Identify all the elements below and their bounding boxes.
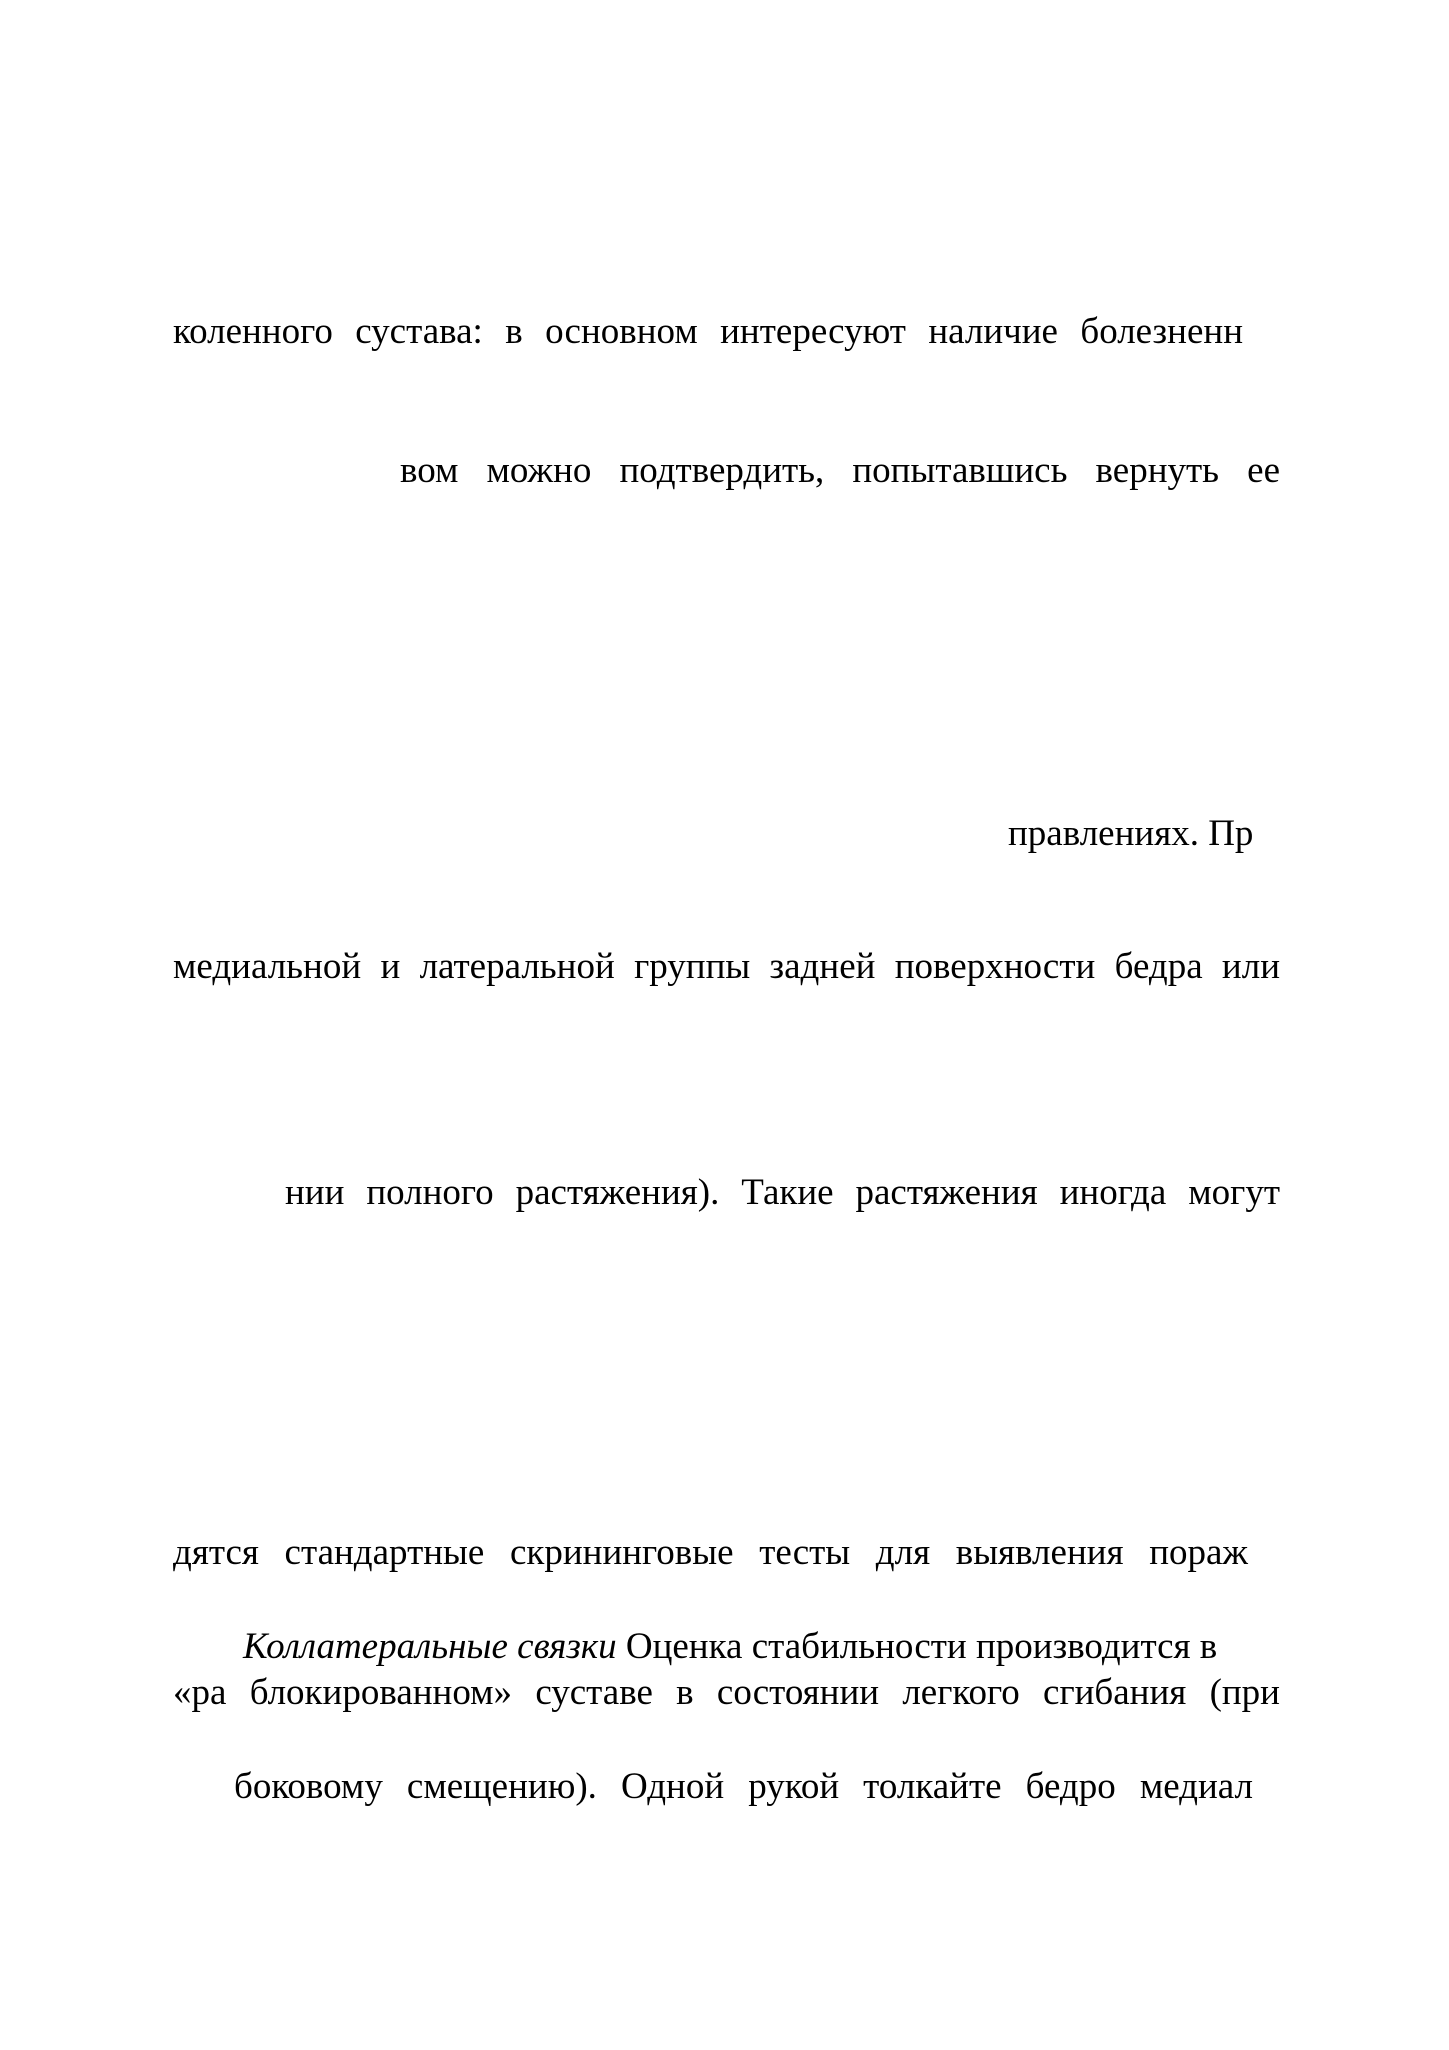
text-line-7-body: Оценка стабильности производится в <box>625 1626 1218 1667</box>
text-line-2: вом можно подтвердить, попытавшись вернуть ее <box>400 450 1280 491</box>
text-line-5: нии полного растяжения). Такие растяжения иногда могут <box>285 1172 1280 1213</box>
text-line-9: боковому смещению). Одной рукой толкайте бедро медиал <box>234 1766 1253 1807</box>
text-line-3: правлениях. Пр <box>1008 813 1254 854</box>
italic-heading: Коллатеральные связки <box>243 1626 617 1667</box>
text-line-1: коленного сустава: в основном интересуют наличие болезненн <box>173 311 1243 352</box>
text-line-4: медиальной и латеральной группы задней поверхности бедра или <box>173 946 1280 987</box>
text-line-6: дятся стандартные скрининговые тесты для выявления пораж <box>173 1532 1248 1573</box>
text-line-7 <box>243 1624 1280 1670</box>
text-line-8: «ра блокированном» суставе в состоянии легкого сгибания (при <box>173 1672 1280 1713</box>
